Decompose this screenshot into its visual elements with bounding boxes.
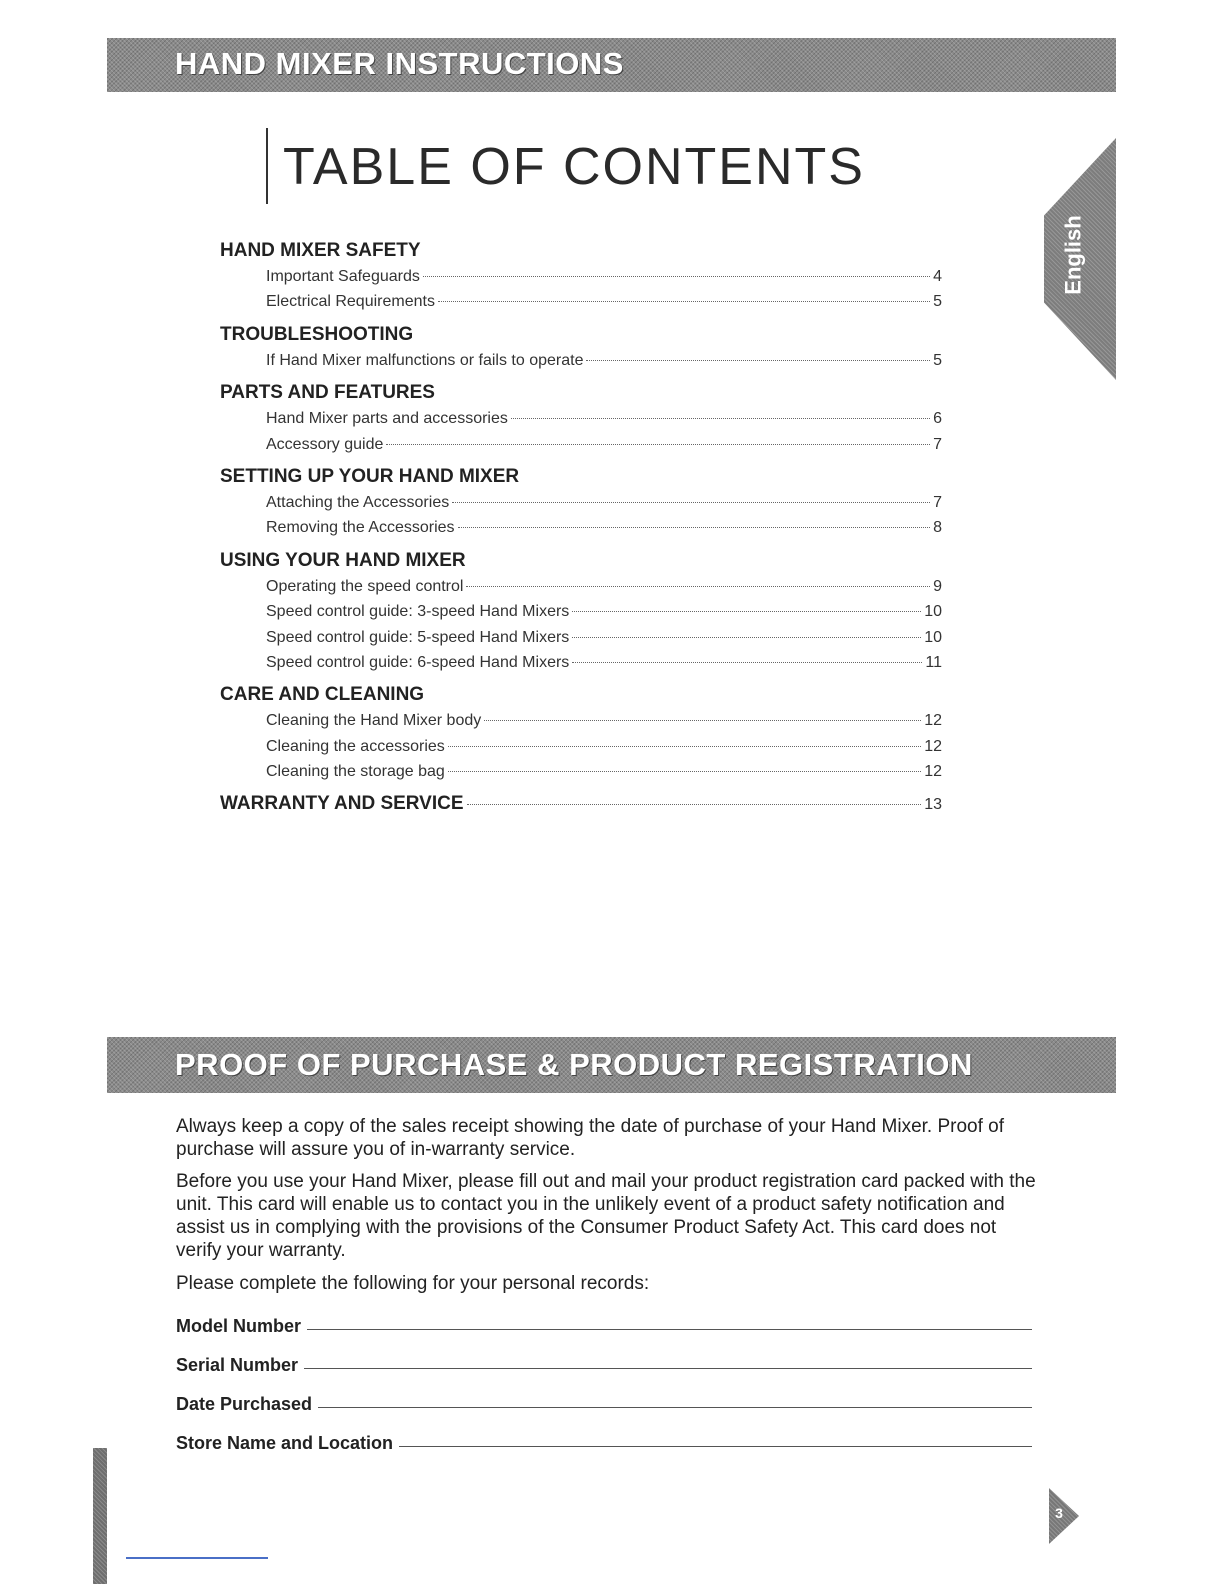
receipt-paragraph: Always keep a copy of the sales receipt showing the date of purchase of your Hand Mixer. Proof of purchase will assure you of in-warranty service.: [176, 1116, 1005, 1160]
dot-leader: [438, 301, 930, 302]
proof-title: PROOF OF PURCHASE & PRODUCT REGISTRATION: [175, 1047, 973, 1082]
toc-entry-page: 7: [933, 493, 942, 511]
toc-entry-page: 5: [933, 351, 942, 369]
field-label: Date Purchased: [176, 1394, 313, 1414]
model-number-field[interactable]: [176, 1316, 1032, 1340]
table-of-contents: [220, 238, 942, 817]
toc-entry-page: 10: [924, 603, 942, 621]
toc-warranty-entry[interactable]: [220, 791, 942, 817]
toc-entry-page: 6: [933, 410, 942, 428]
language-tab-label-wrap: [1056, 200, 1092, 310]
toc-entry-label: Operating the speed control: [266, 577, 464, 595]
toc-section-heading: CARE AND CLEANING: [220, 684, 425, 706]
toc-entry-label: Important Safeguards: [266, 268, 420, 285]
dot-leader: [572, 637, 921, 638]
toc-section-heading: HAND MIXER SAFETY: [220, 240, 421, 261]
toc-entry[interactable]: [220, 264, 942, 289]
proof-banner: [107, 1037, 1116, 1093]
toc-section-heading: USING YOUR HAND MIXER: [220, 549, 466, 571]
toc-entry-label: Speed control guide: 3-speed Hand Mixers: [266, 603, 570, 621]
toc-entry[interactable]: [220, 650, 942, 675]
registration-paragraph: Before you use your Hand Mixer, please fill out and mail your product registration card packed with the unit. This card will enable us to contact you in the unlikely event of a product safety notification and assist us in complying with the provisions of the Consumer Product Safety Act. This card does not verify your warranty.: [176, 1171, 1036, 1261]
toc-entry-page: 11: [925, 653, 942, 671]
toc-section-heading: WARRANTY AND SERVICE: [220, 793, 464, 815]
toc-entry[interactable]: [220, 289, 942, 314]
toc-entry-label: Accessory guide: [266, 435, 384, 453]
records-instruction: Please complete the following for your personal records:: [176, 1273, 650, 1294]
header-title: HAND MIXER INSTRUCTIONS: [175, 46, 624, 81]
toc-entry-label: Cleaning the storage bag: [266, 763, 445, 781]
serial-number-field[interactable]: [176, 1355, 1032, 1379]
language-tab-label: English: [1061, 215, 1087, 295]
title-divider: [266, 128, 268, 204]
toc-title: TABLE OF CONTENTS: [283, 138, 865, 196]
field-label: Serial Number: [176, 1355, 299, 1375]
toc-entry-page: 13: [924, 796, 942, 814]
dot-leader: [511, 418, 930, 419]
toc-entry[interactable]: [220, 406, 942, 431]
toc-entry-label: Removing the Accessories: [266, 519, 455, 537]
toc-entry[interactable]: [220, 574, 942, 599]
toc-entry[interactable]: [220, 708, 942, 733]
dot-leader: [423, 276, 930, 277]
toc-entry-page: 7: [933, 435, 942, 453]
edge-strip: [93, 1448, 107, 1584]
dot-leader: [448, 746, 921, 747]
field-label: Model Number: [176, 1316, 302, 1336]
fill-line[interactable]: [318, 1407, 1032, 1408]
dot-leader: [572, 662, 922, 663]
toc-entry-label: Attaching the Accessories: [266, 493, 450, 511]
toc-entry[interactable]: [220, 625, 942, 650]
page-number: 3: [1055, 1505, 1063, 1521]
field-label: Store Name and Location: [176, 1433, 394, 1453]
store-name-location-field[interactable]: [176, 1433, 1032, 1457]
toc-entry-label: If Hand Mixer malfunctions or fails to operate: [266, 351, 584, 369]
toc-entry-page: 5: [933, 293, 942, 311]
dot-leader: [458, 527, 931, 528]
toc-entry-label: Speed control guide: 6-speed Hand Mixers: [266, 653, 570, 671]
toc-section-heading: SETTING UP YOUR HAND MIXER: [220, 465, 520, 487]
date-purchased-field[interactable]: [176, 1394, 1032, 1418]
toc-entry-page: 4: [933, 268, 942, 285]
toc-entry-label: Cleaning the accessories: [266, 737, 445, 755]
toc-entry-page: 12: [924, 737, 942, 755]
toc-entry[interactable]: [220, 348, 942, 373]
toc-entry[interactable]: [220, 490, 942, 515]
toc-entry[interactable]: [220, 759, 942, 784]
toc-entry-page: 12: [924, 763, 942, 781]
dot-leader: [572, 611, 921, 612]
header-banner: [107, 38, 1116, 92]
toc-entry-page: 8: [933, 519, 942, 537]
footer-rule: [126, 1557, 268, 1559]
dot-leader: [386, 444, 930, 445]
toc-entry[interactable]: [220, 515, 942, 540]
toc-section-heading: PARTS AND FEATURES: [220, 382, 435, 404]
toc-entry-label: Electrical Requirements: [266, 293, 435, 311]
toc-entry[interactable]: [220, 734, 942, 759]
dot-leader: [467, 804, 922, 805]
dot-leader: [448, 771, 921, 772]
dot-leader: [586, 360, 930, 361]
fill-line[interactable]: [399, 1446, 1032, 1447]
toc-entry-label: Speed control guide: 5-speed Hand Mixers: [266, 628, 570, 646]
fill-line[interactable]: [307, 1329, 1032, 1330]
fill-line[interactable]: [304, 1368, 1032, 1369]
toc-section-heading: TROUBLESHOOTING: [220, 323, 414, 345]
toc-entry-label: Hand Mixer parts and accessories: [266, 410, 508, 428]
dot-leader: [466, 586, 930, 587]
dot-leader: [484, 720, 921, 721]
toc-entry[interactable]: [220, 432, 942, 457]
toc-entry-label: Cleaning the Hand Mixer body: [266, 712, 482, 730]
dot-leader: [452, 502, 930, 503]
toc-entry-page: 12: [924, 712, 942, 730]
toc-entry-page: 10: [924, 628, 942, 646]
toc-entry[interactable]: [220, 599, 942, 624]
toc-entry-page: 9: [933, 577, 942, 595]
